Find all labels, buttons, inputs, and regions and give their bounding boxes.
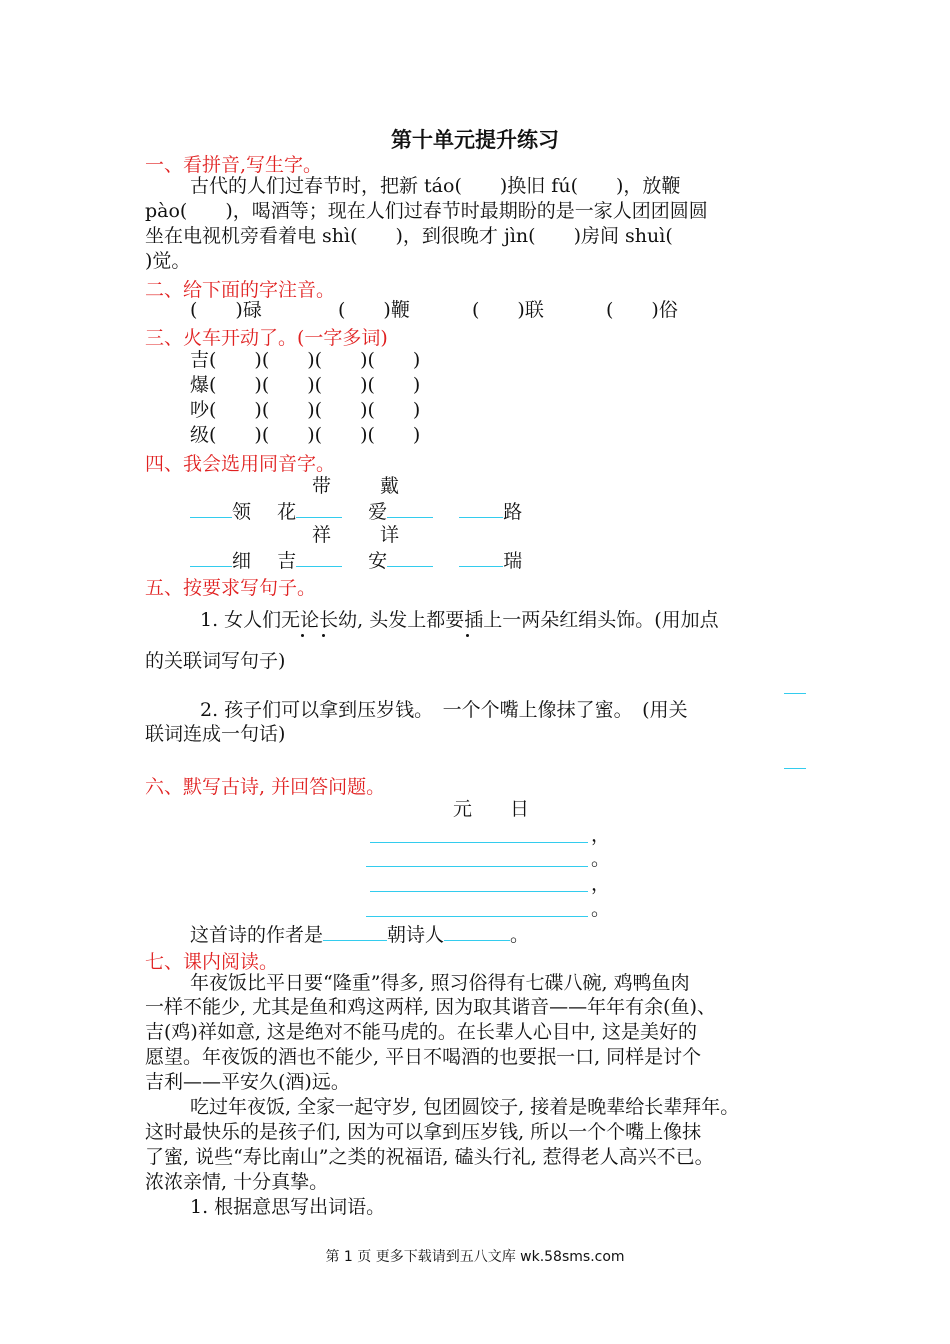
poem-title: 元 日 <box>453 798 530 820</box>
s7-line-7: 这时最快乐的是孩子们, 因为可以拿到压岁钱, 所以一个个嘴上像抹 <box>145 1121 702 1143</box>
s7-line-4: 愿望。年夜饭的酒也不能少, 平日不喝酒的也要抿一口, 同样是讨个 <box>145 1046 702 1068</box>
section-5-heading: 五、按要求写句子。 <box>145 577 317 599</box>
s5-q1-line2: 的关联词写句子) <box>145 650 286 672</box>
s4-row2: 细 吉 安 瑞 <box>190 548 522 573</box>
s4-pair1-b: 戴 <box>380 475 400 497</box>
s7-line-3: 吉(鸡)祥如意, 这是绝对不能马虎的。在长辈人心目中, 这是美好的 <box>145 1021 697 1043</box>
section-6-heading: 六、默写古诗, 并回答问题。 <box>145 776 386 798</box>
s4-pair1-a: 带 <box>312 475 332 497</box>
poem-punct-4: 。 <box>591 898 611 920</box>
s4-row1: 领 花 爱 路 <box>190 499 522 524</box>
section-1-heading: 一、看拼音,写生字。 <box>145 154 323 176</box>
section-3-heading: 三、火车开动了。(一字多词) <box>145 327 388 349</box>
s7-line-6: 吃过年夜饭, 全家一起守岁, 包团圆饺子, 接着是晚辈给长辈拜年。 <box>190 1096 740 1118</box>
s1-line-2: pào( )，喝酒等；现在人们过春节时最期盼的是一家人团团圆圆 <box>145 200 708 222</box>
s7-line-2: 一样不能少, 尤其是鱼和鸡这两样, 因为取其谐音——年年有余(鱼)、 <box>145 996 716 1018</box>
s2-item-3: ( )联 <box>472 299 544 321</box>
s1-line-4: )觉。 <box>145 250 191 272</box>
s4-pair2-a: 祥 <box>312 524 332 546</box>
emphasis-dot <box>322 634 325 637</box>
s1-line-3: 坐在电视机旁看着电 shì( )，到很晚才 jìn( )房间 shuì( <box>145 225 673 247</box>
poem-punct-1: ， <box>591 824 611 846</box>
s7-line-9: 浓浓亲情, 十分真挚。 <box>145 1171 329 1193</box>
answer-line <box>784 768 806 769</box>
page-title: 第十单元提升练习 <box>391 127 559 152</box>
author-question: 这首诗的作者是 朝诗人 。 <box>190 924 530 946</box>
section-2-heading: 二、给下面的字注音。 <box>145 279 336 301</box>
s2-item-1: ( )碌 <box>190 299 262 321</box>
s5-q2-line2: 联词连成一句话) <box>145 723 286 745</box>
page-footer: 第 1 页 更多下载请到五八文库 wk.58sms.com <box>325 1249 625 1265</box>
s2-item-2: ( )鞭 <box>338 299 410 321</box>
s3-row-2: 爆( )( )( )( ) <box>190 374 421 396</box>
s2-item-4: ( )俗 <box>606 299 678 321</box>
s3-row-1: 吉( )( )( )( ) <box>190 349 421 371</box>
emphasis-dot <box>301 634 304 637</box>
s7-line-8: 了蜜, 说些“寿比南山”之类的祝福语, 磕头行礼, 惹得老人高兴不已。 <box>145 1146 714 1168</box>
answer-line <box>784 693 806 694</box>
poem-line-3 <box>370 891 588 892</box>
s1-line-1: 古代的人们过春节时，把新 táo( )换旧 fú( )，放鞭 <box>190 175 681 197</box>
poem-line-1 <box>370 842 588 843</box>
s7-line-1: 年夜饭比平日要“隆重”得多, 照习俗得有七碟八碗, 鸡鸭鱼肉 <box>190 972 690 994</box>
s5-q1-line1: 1. 女人们无论长幼, 头发上都要插上一两朵红绢头饰。(用加点 <box>200 609 719 631</box>
poem-line-2 <box>366 866 588 867</box>
section-7-heading: 七、课内阅读。 <box>145 951 279 973</box>
poem-punct-3: ， <box>591 873 611 895</box>
s3-row-4: 级( )( )( )( ) <box>190 424 421 446</box>
section-4-heading: 四、我会选用同音字。 <box>145 453 336 475</box>
s4-pair2-b: 详 <box>380 524 400 546</box>
s7-line-5: 吉利——平安久(酒)远。 <box>145 1071 350 1093</box>
poem-line-4 <box>366 916 588 917</box>
poem-punct-2: 。 <box>591 848 611 870</box>
s3-row-3: 吵( )( )( )( ) <box>190 399 421 421</box>
s7-question-1: 1. 根据意思写出词语。 <box>190 1196 386 1218</box>
s5-q2-line1: 2. 孩子们可以拿到压岁钱。 一个个嘴上像抹了蜜。 (用关 <box>200 699 688 721</box>
emphasis-dot <box>466 634 469 637</box>
